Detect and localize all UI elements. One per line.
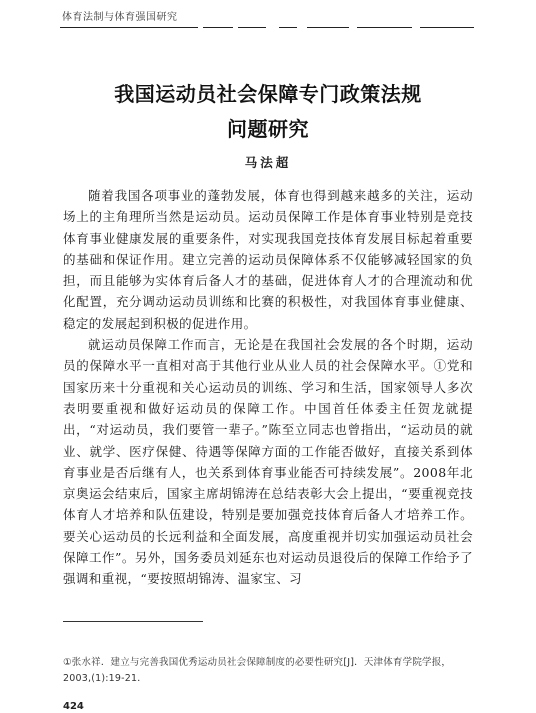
article-title-line-2: 问题研究 xyxy=(227,117,309,141)
article-title-line-1: 我国运动员社会保障专门政策法规 xyxy=(114,82,422,106)
body-paragraph-1: 随着我国各项事业的蓬勃发展，体育也得到越来越多的关注，运动场上的主角理所当然是运动员。运动员保障工作是体育事业特别是竞技体育事业健康发展的重要条件，对实现我国竞技体育发展目标起着重要的基础和保证作用。建立完善的运动员保障体系不仅能够减轻国家的负担，而且能够为实体育后备人才的基础，促进体育人才的合理流动和优化配置，充分调动运动员训练和比赛的积极性，对我国体育事业健康、稳定的发展起到积极的促进作用。 xyxy=(63,188,473,331)
footnote: ①张水祥．建立与完善我国优秀运动员社会保障制度的必要性研究[J]．天津体育学院学报，2003,(1):19-21． xyxy=(63,657,452,684)
page-number: 424 xyxy=(63,701,84,712)
body-paragraph-2: 就运动员保障工作而言，无论是在我国社会发展的各个时期，运动员的保障水平一直相对高于其他行业从业人员的社会保障水平。①党和国家历来十分重视和关心运动员的训练、学习和生活，国家领导人多次表明要重视和做好运动员的保障工作。中国首任体委主任贺龙就提出，“对运动员，我们要管一辈子。”陈至立同志也曾指出，“运动员的就业、就学、医疗保健、待遇等保障方面的工作能否做好，直接关系到体育事业是否后继有人，也关系到体育事业能否可持续发展”。2008年北京奥运会结束后，国家主席胡锦涛在总结表彰大会上提出，“要重视竞技体育人才培养和队伍建设，特别是要加强竞技体育后备人才培养工作。要关心运动员的长远利益和全面发展，高度重视并切实加强运动员社会保障工作”。另外，国务委员刘延东也对运动员退役后的保障工作给予了强调和重视，“要按照胡锦涛、温家宝、习 xyxy=(63,337,473,587)
header-rule-1 xyxy=(60,27,198,28)
header-rule-2 xyxy=(203,27,233,28)
author-name: 马法超 xyxy=(244,155,292,170)
article-body xyxy=(63,185,473,590)
footnote-rule xyxy=(63,621,203,622)
header-rule-6 xyxy=(357,27,412,28)
running-header: 体育法制与体育强国研究 xyxy=(62,12,178,23)
header-rule-7 xyxy=(420,27,474,28)
header-rule-5 xyxy=(307,27,349,28)
header-rule-3 xyxy=(238,27,266,28)
header-rule-4 xyxy=(279,27,297,28)
